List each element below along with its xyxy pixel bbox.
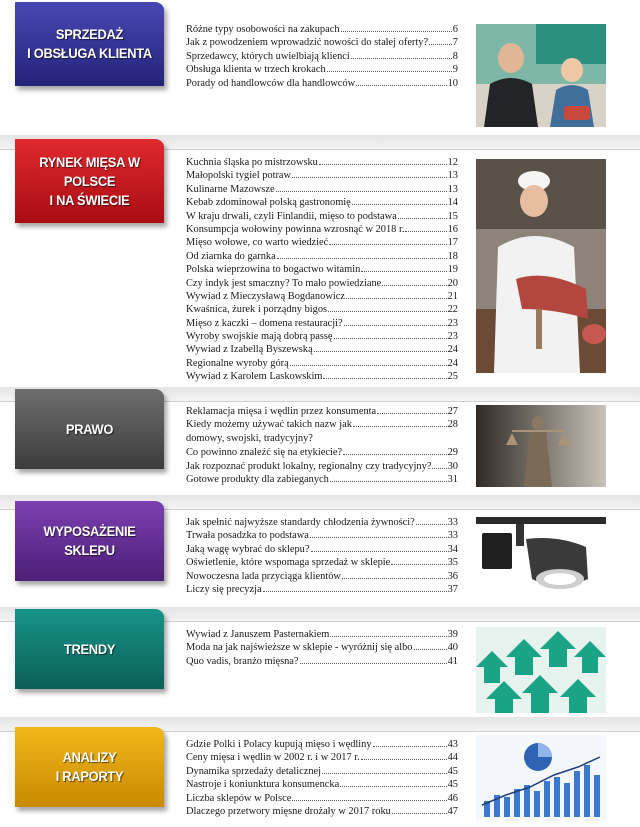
toc-entry-title: Nowoczesna lada przyciąga klientów bbox=[186, 570, 341, 582]
toc-entry-page: 6 bbox=[452, 24, 458, 35]
toc-entry[interactable] bbox=[186, 515, 458, 528]
toc-entry[interactable] bbox=[186, 168, 458, 181]
toc-entry-page: 9 bbox=[452, 64, 458, 76]
toc-entry-title: Ceny mięsa i wędlin w 2002 r. i w 2017 r. bbox=[186, 752, 360, 764]
toc-entry-title: Kebab zdominował polską gastronomię bbox=[186, 197, 351, 209]
toc-entry-title: Jak z powodzeniem wprowadzić nowości do stałej oferty? bbox=[186, 37, 429, 49]
toc-entry[interactable] bbox=[186, 369, 458, 382]
toc-entry-page: 12 bbox=[447, 157, 458, 168]
section-meat-market bbox=[0, 135, 640, 387]
toc-entry-title: Porady od handlowców dla handlowców bbox=[186, 77, 356, 89]
toc-entry[interactable] bbox=[186, 417, 458, 445]
toc-entry[interactable] bbox=[186, 542, 458, 555]
toc-entry-title: Mięso wołowe, co warto wiedzieć bbox=[186, 237, 329, 249]
section-equipment bbox=[0, 495, 640, 607]
toc-entry[interactable] bbox=[186, 276, 458, 289]
toc-entry-page: 24 bbox=[447, 357, 458, 369]
toc-entry-page: 27 bbox=[447, 406, 458, 417]
toc-entry-title: Gotowe produkty dla zabieganych bbox=[186, 473, 329, 485]
toc-entry-title: Wyroby swojskie mają dobrą passę bbox=[186, 331, 333, 343]
toc-entry[interactable] bbox=[186, 235, 458, 248]
toc-entry-page: 7 bbox=[452, 37, 458, 49]
section-title: RYNEK MIĘSA W POLSCE I NA ŚWIECIE bbox=[39, 153, 140, 208]
toc-entry[interactable] bbox=[186, 249, 458, 262]
toc-entry[interactable] bbox=[186, 459, 458, 472]
green-arrows-photo bbox=[476, 627, 606, 713]
toc-entry-title: Liczba sklepów w Polsce bbox=[186, 792, 292, 804]
toc-entry[interactable] bbox=[186, 35, 458, 48]
toc-entry-title: Reklamacja mięsa i wędlin przez konsumenta bbox=[186, 406, 377, 417]
toc-entry-page: 22 bbox=[447, 304, 458, 316]
toc-entry[interactable] bbox=[186, 445, 458, 458]
toc-entry-title: Różne typy osobowości na zakupach bbox=[186, 24, 340, 35]
toc-entry-title: Liczy się precyzja bbox=[186, 583, 262, 595]
toc-entry-title: Moda na jak najświeższe w sklepie - wyróżnij się albo bbox=[186, 642, 413, 654]
toc-entry[interactable] bbox=[186, 289, 458, 302]
section-heading-equipment bbox=[15, 501, 164, 581]
toc-entry-page: 34 bbox=[447, 543, 458, 555]
lady-justice-photo bbox=[476, 405, 606, 487]
toc-entry[interactable] bbox=[186, 472, 458, 485]
toc-entry-title: Mięso z kaczki – domena restauracji? bbox=[186, 317, 343, 329]
toc-entry-page: 37 bbox=[447, 583, 458, 595]
section-sales bbox=[0, 0, 640, 135]
section-title: ANALIZY I RAPORTY bbox=[55, 749, 124, 784]
toc-entry-page: 13 bbox=[447, 183, 458, 195]
toc-entry-title: Wywiad z Januszem Pasternakiem bbox=[186, 629, 330, 640]
toc-entry-page: 33 bbox=[447, 517, 458, 528]
toc-entry-title: Wywiad z Karolem Laskowskim bbox=[186, 371, 323, 383]
toc-entry[interactable] bbox=[186, 555, 458, 568]
toc-list bbox=[186, 627, 458, 667]
toc-entry-page: 15 bbox=[447, 210, 458, 222]
toc-entry[interactable] bbox=[186, 22, 458, 35]
toc-entry-page: 14 bbox=[447, 197, 458, 209]
toc-entry-title: Trwała posadzka to podstawa bbox=[186, 530, 309, 542]
toc-entry[interactable] bbox=[186, 640, 458, 653]
toc-entry-page: 45 bbox=[447, 779, 458, 791]
toc-entry[interactable] bbox=[186, 777, 458, 790]
toc-entry[interactable] bbox=[186, 750, 458, 763]
toc-entry-title: Kuchnia śląska po mistrzowsku bbox=[186, 157, 318, 168]
toc-entry-page: 18 bbox=[447, 250, 458, 262]
section-heading-analyses bbox=[15, 727, 164, 807]
toc-entry-title: Regionalne wyroby górą bbox=[186, 357, 289, 369]
section-heading-trends bbox=[15, 609, 164, 689]
toc-list bbox=[186, 404, 458, 485]
section-title: SPRZEDAŻ I OBSŁUGA KLIENTA bbox=[27, 26, 152, 61]
toc-entry-page: 20 bbox=[447, 277, 458, 289]
toc-entry-title: Jak spełnić najwyższe standardy chłodzenia żywności? bbox=[186, 517, 415, 528]
toc-entry[interactable] bbox=[186, 329, 458, 342]
toc-entry[interactable] bbox=[186, 804, 458, 817]
toc-entry-title: Czy indyk jest smaczny? To mało powiedziane bbox=[186, 277, 382, 289]
toc-entry-title: Sprzedawcy, których uwielbiają klienci bbox=[186, 50, 350, 62]
toc-entry-title: Obsługa klienta w trzech krokach bbox=[186, 64, 326, 76]
toc-entry-title: Dlaczego przetwory mięsne drożały w 2017 roku bbox=[186, 805, 391, 817]
section-title: PRAWO bbox=[65, 420, 114, 437]
toc-entry-page: 40 bbox=[447, 642, 458, 654]
toc-entry-page: 41 bbox=[447, 655, 458, 667]
toc-entry-page: 46 bbox=[447, 792, 458, 804]
track-spotlight-photo bbox=[476, 513, 606, 597]
toc-entry[interactable] bbox=[186, 342, 458, 355]
toc-entry-page: 47 bbox=[447, 805, 458, 817]
bar-chart-photo bbox=[476, 735, 606, 821]
toc-entry-title: Kulinarne Mazowsze bbox=[186, 183, 275, 195]
toc-entry-page: 31 bbox=[447, 473, 458, 485]
toc-entry-page: 45 bbox=[447, 765, 458, 777]
toc-entry-page: 44 bbox=[447, 752, 458, 764]
section-heading-law bbox=[15, 389, 164, 469]
toc-entry[interactable] bbox=[186, 155, 458, 168]
toc-entry[interactable] bbox=[186, 262, 458, 275]
toc-entry-title: Gdzie Polki i Polacy kupują mięso i wędliny bbox=[186, 739, 372, 750]
toc-entry-page: 30 bbox=[447, 460, 458, 472]
toc-entry-title: Dynamika sprzedaży detalicznej bbox=[186, 765, 322, 777]
toc-entry-page: 21 bbox=[447, 290, 458, 302]
toc-entry-title: Wywiad z Izabellą Byszewską bbox=[186, 344, 313, 356]
toc-entry[interactable] bbox=[186, 182, 458, 195]
toc-entry-page: 23 bbox=[447, 331, 458, 343]
toc-list bbox=[186, 22, 458, 89]
toc-entry-page: 43 bbox=[447, 739, 458, 750]
toc-entry-page: 35 bbox=[447, 557, 458, 569]
toc-entry-page: 36 bbox=[447, 570, 458, 582]
toc-entry-page: 13 bbox=[447, 170, 458, 182]
toc-entry-title: Polska wieprzowina to bogactwo witamin bbox=[186, 264, 361, 276]
toc-entry[interactable] bbox=[186, 764, 458, 777]
butcher-photo bbox=[476, 159, 606, 373]
toc-entry-title: Kwaśnica, żurek i porządny bigos bbox=[186, 304, 328, 316]
section-law bbox=[0, 387, 640, 495]
toc-entry-page: 8 bbox=[452, 50, 458, 62]
toc-entry[interactable] bbox=[186, 62, 458, 75]
toc-entry[interactable] bbox=[186, 737, 458, 750]
toc-list bbox=[186, 737, 458, 817]
toc-entry[interactable] bbox=[186, 569, 458, 582]
section-trends bbox=[0, 607, 640, 717]
toc-entry-title: Małopolski tygiel potraw bbox=[186, 170, 292, 182]
toc-entry[interactable] bbox=[186, 195, 458, 208]
toc-entry[interactable] bbox=[186, 302, 458, 315]
toc-entry[interactable] bbox=[186, 76, 458, 89]
toc-entry-title: Nastroje i koniunktura konsumencka bbox=[186, 779, 340, 791]
toc-entry[interactable] bbox=[186, 791, 458, 804]
toc-entry[interactable] bbox=[186, 209, 458, 222]
toc-entry-title: W kraju drwali, czyli Finlandii, mięso to podstawa bbox=[186, 210, 397, 222]
toc-entry[interactable] bbox=[186, 654, 458, 667]
toc-entry-page: 17 bbox=[447, 237, 458, 249]
toc-entry[interactable] bbox=[186, 404, 458, 417]
toc-entry-title: Od ziarnka do garnka bbox=[186, 250, 276, 262]
toc-entry-page: 28 bbox=[447, 419, 458, 431]
toc-entry-title: Konsumpcja wołowiny powinna wzrosnąć w 2018 r. bbox=[186, 223, 405, 235]
toc-entry[interactable] bbox=[186, 49, 458, 62]
section-analyses bbox=[0, 717, 640, 827]
toc-entry-title: Oświetlenie, które wspomaga sprzedaż w sklepie bbox=[186, 557, 391, 569]
toc-entry-page: 39 bbox=[447, 629, 458, 640]
toc-entry-page: 19 bbox=[447, 264, 458, 276]
toc-entry[interactable] bbox=[186, 582, 458, 595]
toc-entry[interactable] bbox=[186, 222, 458, 235]
toc-entry-page: 33 bbox=[447, 530, 458, 542]
toc-entry-page: 24 bbox=[447, 344, 458, 356]
toc-entry-page: 25 bbox=[447, 371, 458, 383]
toc-entry[interactable] bbox=[186, 627, 458, 640]
toc-list bbox=[186, 515, 458, 595]
toc-entry-page: 23 bbox=[447, 317, 458, 329]
toc-entry[interactable] bbox=[186, 356, 458, 369]
toc-entry[interactable] bbox=[186, 528, 458, 541]
toc-entry-title: Jak rozpoznać produkt lokalny, regionalny czy tradycyjny? bbox=[186, 460, 432, 472]
section-heading-sales bbox=[15, 2, 164, 86]
toc-list bbox=[186, 155, 458, 383]
toc-entry-page: 16 bbox=[447, 223, 458, 235]
toc-entry-title: Jaką wagę wybrać do sklepu? bbox=[186, 543, 310, 555]
toc-entry-page: 10 bbox=[447, 77, 458, 89]
toc-entry-title: Kiedy możemy używać takich nazw jak domowy, swojski, tradycyjny? bbox=[186, 419, 352, 444]
toc-entry[interactable] bbox=[186, 316, 458, 329]
section-title: TRENDY bbox=[63, 640, 116, 657]
section-title: WYPOSAŻENIE SKLEPU bbox=[43, 523, 136, 558]
toc-entry-title: Co powinno znaleźć się na etykiecie? bbox=[186, 447, 343, 459]
toc-entry-title: Wywiad z Mieczysławą Bogdanowicz bbox=[186, 290, 345, 302]
toc-entry-page: 29 bbox=[447, 447, 458, 459]
toc-entry-title: Quo vadis, branżo mięsna? bbox=[186, 655, 299, 667]
salespeople-photo bbox=[476, 24, 606, 127]
section-heading-meat bbox=[15, 139, 164, 223]
